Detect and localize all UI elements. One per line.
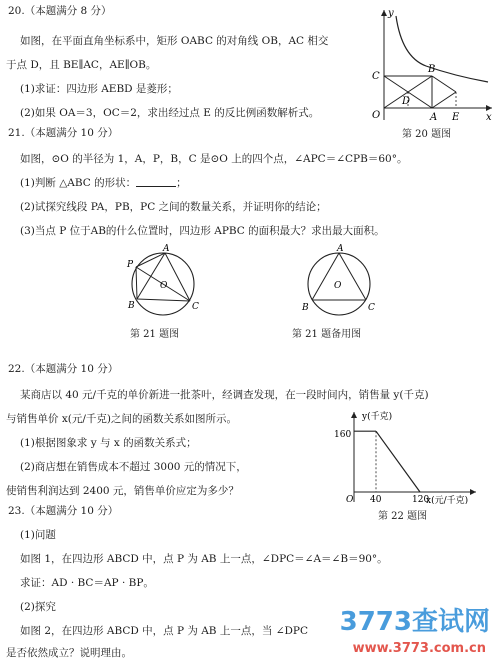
q21-line3: (2)试探究线段 PA，PB，PC 之间的数量关系，并证明你的结论； [20,201,327,213]
q21-header: 21.（本题满分 10 分） [8,127,119,139]
q20-label-x: x [486,112,492,122]
q22-xlabel: x(元/千克) [426,496,469,504]
q21-label-O: O [160,281,168,291]
q21-spare-figure [294,244,384,324]
q21-label-P: P [127,260,134,270]
q21-label-A: A [163,244,170,254]
q22-line5: 使销售利润达到 2400 元，销售单价应定为多少？ [6,485,239,497]
q22-origin: O [346,495,354,504]
q23-header: 23.（本题满分 10 分） [8,505,119,517]
q20-line4: (2)如果 OA＝3，OC＝2，求出经过点 E 的反比例函数解析式。 [20,107,320,119]
q20-line2: 于点 D，且 BE∥AC，AE∥OB。 [6,59,157,71]
q22-line1: 某商店以 40 元/千克的单价新进一批茶叶，经调查发现，在一段时间内，销售量 y(千克) [20,389,429,401]
q21-line2 [20,176,187,190]
q22-line2: 与销售单价 x(元/千克)之间的函数关系如图所示。 [6,413,237,425]
q22-ylabel: y(千克) [362,412,393,422]
q21-spare-label-B: B [302,303,309,313]
q21-spare-label-O: O [334,281,342,291]
q21-figure [118,244,208,324]
q20-header: 20.（本题满分 8 分） [8,5,112,17]
q20-line3: (1)求证：四边形 AEBD 是菱形； [20,83,178,95]
q22-segment-decline [376,431,420,492]
q21-answer-blank [136,176,176,187]
q23-part1-line2: 求证：AD · BC＝AP · BP。 [20,577,154,589]
q20-label-C: C [372,71,380,82]
q21-spare-label-A: A [337,244,344,254]
q21-label-C: C [192,302,199,312]
q21-line1: 如图，⊙O 的半径为 1，A，P，B，C 是⊙O 上的四个点，∠APC＝∠CPB＝60°。 [20,153,408,165]
q20-label-A: A [430,112,438,122]
watermark-logo: 3773查试网 [339,606,490,637]
q20-line1: 如图，在平面直角坐标系中，矩形 OABC 的对角线 OB，AC 相交 [20,35,329,47]
q22-header: 22.（本题满分 10 分） [8,363,119,375]
watermark-url: www.3773.com.cn [352,641,486,657]
q20-label-B: B [428,64,436,75]
q23-part2-line1: 如图 2，在四边形 ABCD 中，点 P 为 AB 上一点，当 ∠DPC [20,625,309,637]
q22-caption: 第 22 题图 [378,511,428,522]
q22-plot-area [354,431,420,492]
q23-part2-title: (2)探究 [20,601,56,613]
q21-line2-text: (1)判断 △ABC 的形状： [20,177,137,189]
q20-label-D: D [402,96,411,107]
q22-line3: (1)根据图象求 y 与 x 的函数关系式； [20,437,197,449]
q22-ytick-160: 160 [334,430,352,440]
q23-part1-title: (1)问题 [20,529,56,541]
q20-label-y: y [388,8,394,19]
q21-label-B: B [128,301,135,311]
q21-spare-label-C: C [368,303,375,313]
q20-caption: 第 20 题图 [402,129,452,140]
q21-line2-end: ； [176,177,187,189]
q22-xtick-40: 40 [370,495,382,504]
q20-label-O: O [372,110,381,121]
q21-spare-caption: 第 21 题备用图 [292,329,362,340]
q22-line4: (2)商店想在销售成本不超过 3000 元的情况下， [20,461,247,473]
q23-part2-line2: 是否依然成立？说明理由。 [6,647,132,659]
q20-figure [364,4,496,122]
q21-line4: (3)当点 P 位于AB的什么位置时，四边形 APBC 的面积最大？求出最大面积。 [20,225,385,237]
q23-part1-line1: 如图 1，在四边形 ABCD 中，点 P 为 AB 上一点，∠DPC＝∠A＝∠B＝90°。 [20,553,388,565]
q21-caption: 第 21 题图 [130,329,180,340]
q20-label-E: E [452,112,460,122]
q22-chart [332,408,482,504]
q22-xtick-120: 120 [412,495,430,504]
